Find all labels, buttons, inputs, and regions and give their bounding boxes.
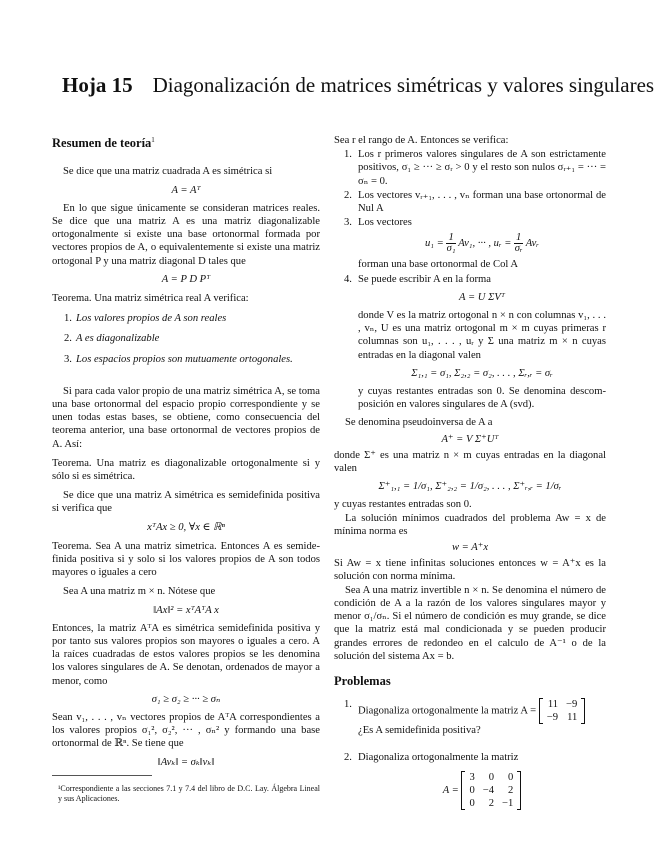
footnote-mark: 1	[151, 136, 155, 144]
theory-summary-heading: Resumen de teoría$^1$	[52, 136, 155, 151]
theorem-list	[52, 312, 320, 366]
equation: A = P D Pᵀ	[161, 273, 211, 285]
problem-question: ¿Es A semidefinida positiva?	[358, 725, 481, 737]
list-item: 1. Los valores propios de A son reales	[64, 313, 227, 325]
equation: xᵀAx ≥ 0, ∀x ∈ ℝⁿ	[147, 521, 225, 533]
paragraph: donde Σ⁺ es una matriz n × m cuyas entradas en la diagonal valen	[334, 449, 606, 475]
list-item: 3. Los vectores u₁ = $\frac{1}{\text{σ₁}}$ Av₁, ··· , uᵣ = $\frac{1}{\text{σᵣ}}$ Avᵣ forman una base ortonormal de Col A	[334, 216, 606, 271]
paragraph: Si Aw = x tiene infinitas soluciones entonces w = A⁺x es la solución con norma mínima.	[334, 558, 606, 583]
equation: ‖Ax‖² = xᵀAᵀA x	[153, 604, 219, 616]
left-column	[52, 134, 320, 804]
equation: σ₁ ≥ σ₂ ≥ ··· ≥ σₙ	[151, 693, 221, 705]
svd-properties-list	[334, 148, 606, 411]
sheet-number: Hoja 15	[62, 73, 133, 97]
list-item-tail: donde V es la matriz ortogonal n × n con columnas v₁, . . . , vₙ, U es una matriz ortogonal m × m cuyas primeras r columnas son u₁, . . . , uᵣ y Σ una matriz m × n cuyas entradas en la diagonal valen	[358, 310, 606, 361]
paragraph: Sea r el rango de A. Entonces se verifica:	[334, 135, 509, 146]
problems-heading: Problemas	[334, 673, 391, 688]
list-item: 1. Los r primeros valores singulares de A son estrictamente positivos, σ₁ ≥ ··· ≥ σᵣ > 0 y el resto son nulos σᵣ₊₁ = ··· = σₙ = 0.	[344, 149, 606, 187]
sheet-title: Diagonalización de matrices simétricas y valores singulares	[152, 73, 655, 97]
paragraph: La solución mínimos cuadrados del problema Aw = x de mínima norma es	[334, 512, 606, 537]
equation: Σ⁺₁,₁ = 1/σ₁, Σ⁺₂,₂ = 1/σ₂, . . . , Σ⁺ᵣ,ᵣ = 1/σᵣ	[378, 481, 562, 493]
equation-u-vectors: u₁ = $\frac{1}{\text{σ₁}}$ Av₁, ··· , uᵣ = $\frac{1}{\text{σᵣ}}$ Avᵣ	[425, 232, 539, 255]
equation: A = U ΣVᵀ	[459, 291, 505, 303]
list-item-tail: forman una base ortonormal de Col A	[358, 259, 519, 271]
page-title	[62, 72, 655, 98]
matrix-2x2: 11 −9 −9 11	[539, 698, 586, 724]
equation: Σ₁,₁ = σ₁, Σ₂,₂ = σ₂, . . . , Σᵣ,ᵣ = σᵣ	[411, 367, 553, 379]
footnote: ¹Correspondiente a las secciones 7.1 y 7.4 del libro de D.C. Lay. Álgebra Lineal y sus Aplicaciones.	[58, 783, 320, 803]
list-item: 2. Los vectores vᵣ₊₁, . . . , vₙ forman una base ortonormal de Nul A	[344, 189, 606, 215]
paragraph: Sea A una matriz m × n. Nótese que	[63, 586, 216, 598]
paragraph: Se denomina pseudoinversa de A a	[345, 417, 493, 429]
paragraph: Se dice que una matriz cuadrada A es simétrica si	[63, 166, 273, 178]
problem-item: 1. Diagonaliza ortogonalmente la matriz A = 11 −9 −9 11 ¿Es A semidefinida positiva?	[334, 698, 606, 737]
paragraph: Sean v₁, . . . , vₙ vectores propios de AᵀA correspondientes a los valores propios σ₁², σ₂², ··· , σₙ² y formando una base ortonormal de ℝⁿ. Se tiene que	[52, 712, 320, 750]
paragraph: y cuyas restantes entradas son 0.	[334, 499, 472, 511]
theorem: Teorema. Una matriz es diagonalizable ortogonalmente si y sólo si es simétrica.	[52, 457, 320, 483]
matrix-3x3: 3 0 0 0 −4 2 0 2 −1	[461, 771, 521, 810]
theorem: Teorema. Sea A una matriz simetrica. Entonces A es semide-finida positiva si y solo si los valores propios de A son todos mayores o iguales a cero	[52, 540, 320, 579]
theorem: Teorema. Una matriz simétrica real A verifica:	[52, 292, 249, 304]
paragraph: En lo que sigue únicamente se consideran matrices reales. Se dice que una matriz A es una matriz diagonalizable ortogonalmente si existe una base ortonormal formada por vectores propios de A, o equivalentemente si existe una matriz ortogonal P y una matriz diagonal D tales que	[52, 202, 320, 267]
equation: w = A⁺x	[451, 542, 489, 554]
paragraph: Se dice que una matriz A simétrica es semidefinida positiva si verifica que	[52, 490, 320, 515]
equation: A⁺ = V Σ⁺Uᵀ	[441, 433, 499, 445]
right-column	[334, 134, 606, 818]
paragraph: Entonces, la matriz AᵀA es simétrica semidefinida positiva y por tanto sus valores propios son mayores o iguales a cero. A la raíces cuadradas de estos valores propios se les denomina los valores singulares de A. Se denotan, ordenados de mayor a menor, como	[52, 622, 320, 687]
equation: A = Aᵀ	[171, 184, 201, 196]
paragraph: Si para cada valor propio de una matriz simétrica A, se toma una base ortonormal del espacio propio correspondiente y se unen todas estas bases, se obtiene, como consecuencia del teorema anterior, una base ortonormal de vectores propios de A. Así:	[52, 385, 320, 450]
problem-item: 2. Diagonaliza ortogonalmente la matriz A = 3 0 0 0 −4 2 0 2 −1	[334, 751, 606, 809]
footnote-rule	[52, 775, 152, 776]
paragraph: Sea A una matriz invertible n × n. Se denomina el número de condición de A a la razón de los valores singulares mayor y menor σ₁/σₙ. Si el número de condición es muy grande, se dice que la matriz está mal condicionada y se pueden producir grandes errores de redondeo en el calculo de A⁻¹ o de la solución del sistema Ax = b.	[334, 584, 606, 662]
problems-list	[334, 698, 606, 809]
list-item: 2. A es diagonalizable	[64, 333, 160, 345]
list-item-tail: y cuyas restantes entradas son 0. Se denomina descom-posición en valores singulares de A (svd).	[358, 386, 606, 411]
list-item: 3. Los espacios propios son mutuamente ortogonales.	[64, 353, 293, 365]
equation: ‖Avₖ‖ = σₖ‖vₖ‖	[157, 756, 215, 768]
equation-matrix: A = 3 0 0 0 −4 2 0 2 −1	[358, 771, 606, 810]
list-item: 4. Se puede escribir A en la forma A = U ΣVᵀ donde V es la matriz ortogonal n × n con columnas v₁, . . . , vₙ, U es una matriz ortogonal m × m cuyas primeras r columnas son u₁, . . . , uᵣ y Σ una matriz m × n cuyas entradas en la diagonal valen Σ₁,₁ = σ₁, Σ₂,₂ = σ₂, . . . , Σᵣ,ᵣ = σᵣ y cuyas restantes entradas son 0. Se denomina descom-posición en valores singulares de A (svd).	[344, 273, 606, 411]
